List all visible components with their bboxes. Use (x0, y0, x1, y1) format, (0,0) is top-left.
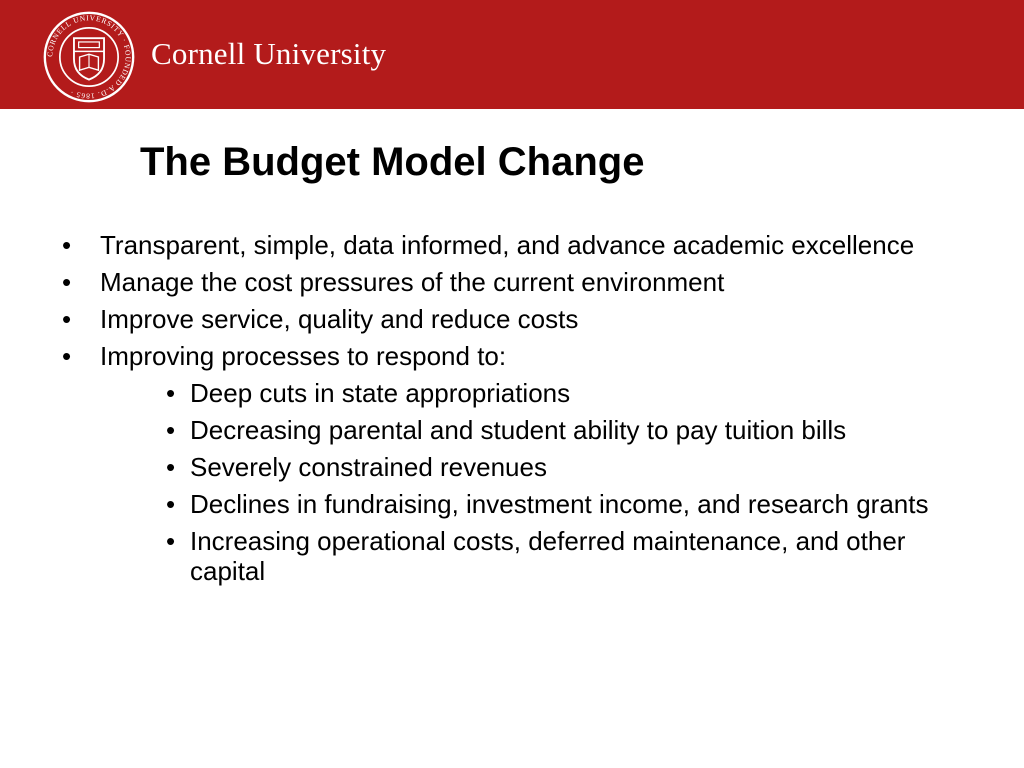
bullet-dot-icon: • (166, 489, 176, 519)
bullet-dot-icon: • (166, 415, 176, 445)
sub-bullet-item (0, 415, 980, 445)
bullet-dot-icon: • (166, 452, 176, 482)
bullet-item (0, 267, 930, 297)
bullet-dot-icon: • (166, 526, 176, 556)
cornell-wordmark: Cornell University (151, 36, 387, 71)
bullet-text: Manage the cost pressures of the current environment (100, 267, 725, 297)
sub-bullet-text: Declines in fundraising, investment income, and research grants (190, 489, 929, 519)
sub-bullet-item (0, 452, 980, 482)
sub-bullet-text: Decreasing parental and student ability to pay tuition bills (190, 415, 847, 445)
bullet-item (0, 304, 930, 334)
bullet-dot-icon: • (62, 341, 72, 371)
sub-bullet-text: Severely constrained revenues (190, 452, 547, 482)
sub-bullet-item (0, 489, 980, 519)
sub-bullet-item (0, 378, 980, 408)
cornell-seal-logo (42, 10, 136, 104)
bullet-dot-icon: • (62, 230, 72, 260)
sub-bullet-text: Increasing operational costs, deferred maintenance, and other capital (190, 526, 906, 586)
sub-bullet-text: Deep cuts in state appropriations (190, 378, 571, 408)
bullet-item (0, 341, 930, 371)
bullet-list (0, 230, 1024, 593)
bullet-text: Improve service, quality and reduce costs (100, 304, 579, 334)
bullet-dot-icon: • (166, 378, 176, 408)
svg-text:CORNELL UNIVERSITY · FOUNDED A: CORNELL UNIVERSITY · FOUNDED A.D. 1865 · (45, 13, 133, 101)
slide-title: The Budget Model Change (140, 140, 645, 184)
bullet-item (0, 230, 930, 260)
header-bar (0, 0, 1024, 109)
sub-bullet-item (0, 526, 980, 586)
bullet-text: Transparent, simple, data informed, and advance academic excellence (100, 230, 915, 260)
bullet-dot-icon: • (62, 304, 72, 334)
bullet-text: Improving processes to respond to: (100, 341, 507, 371)
bullet-dot-icon: • (62, 267, 72, 297)
